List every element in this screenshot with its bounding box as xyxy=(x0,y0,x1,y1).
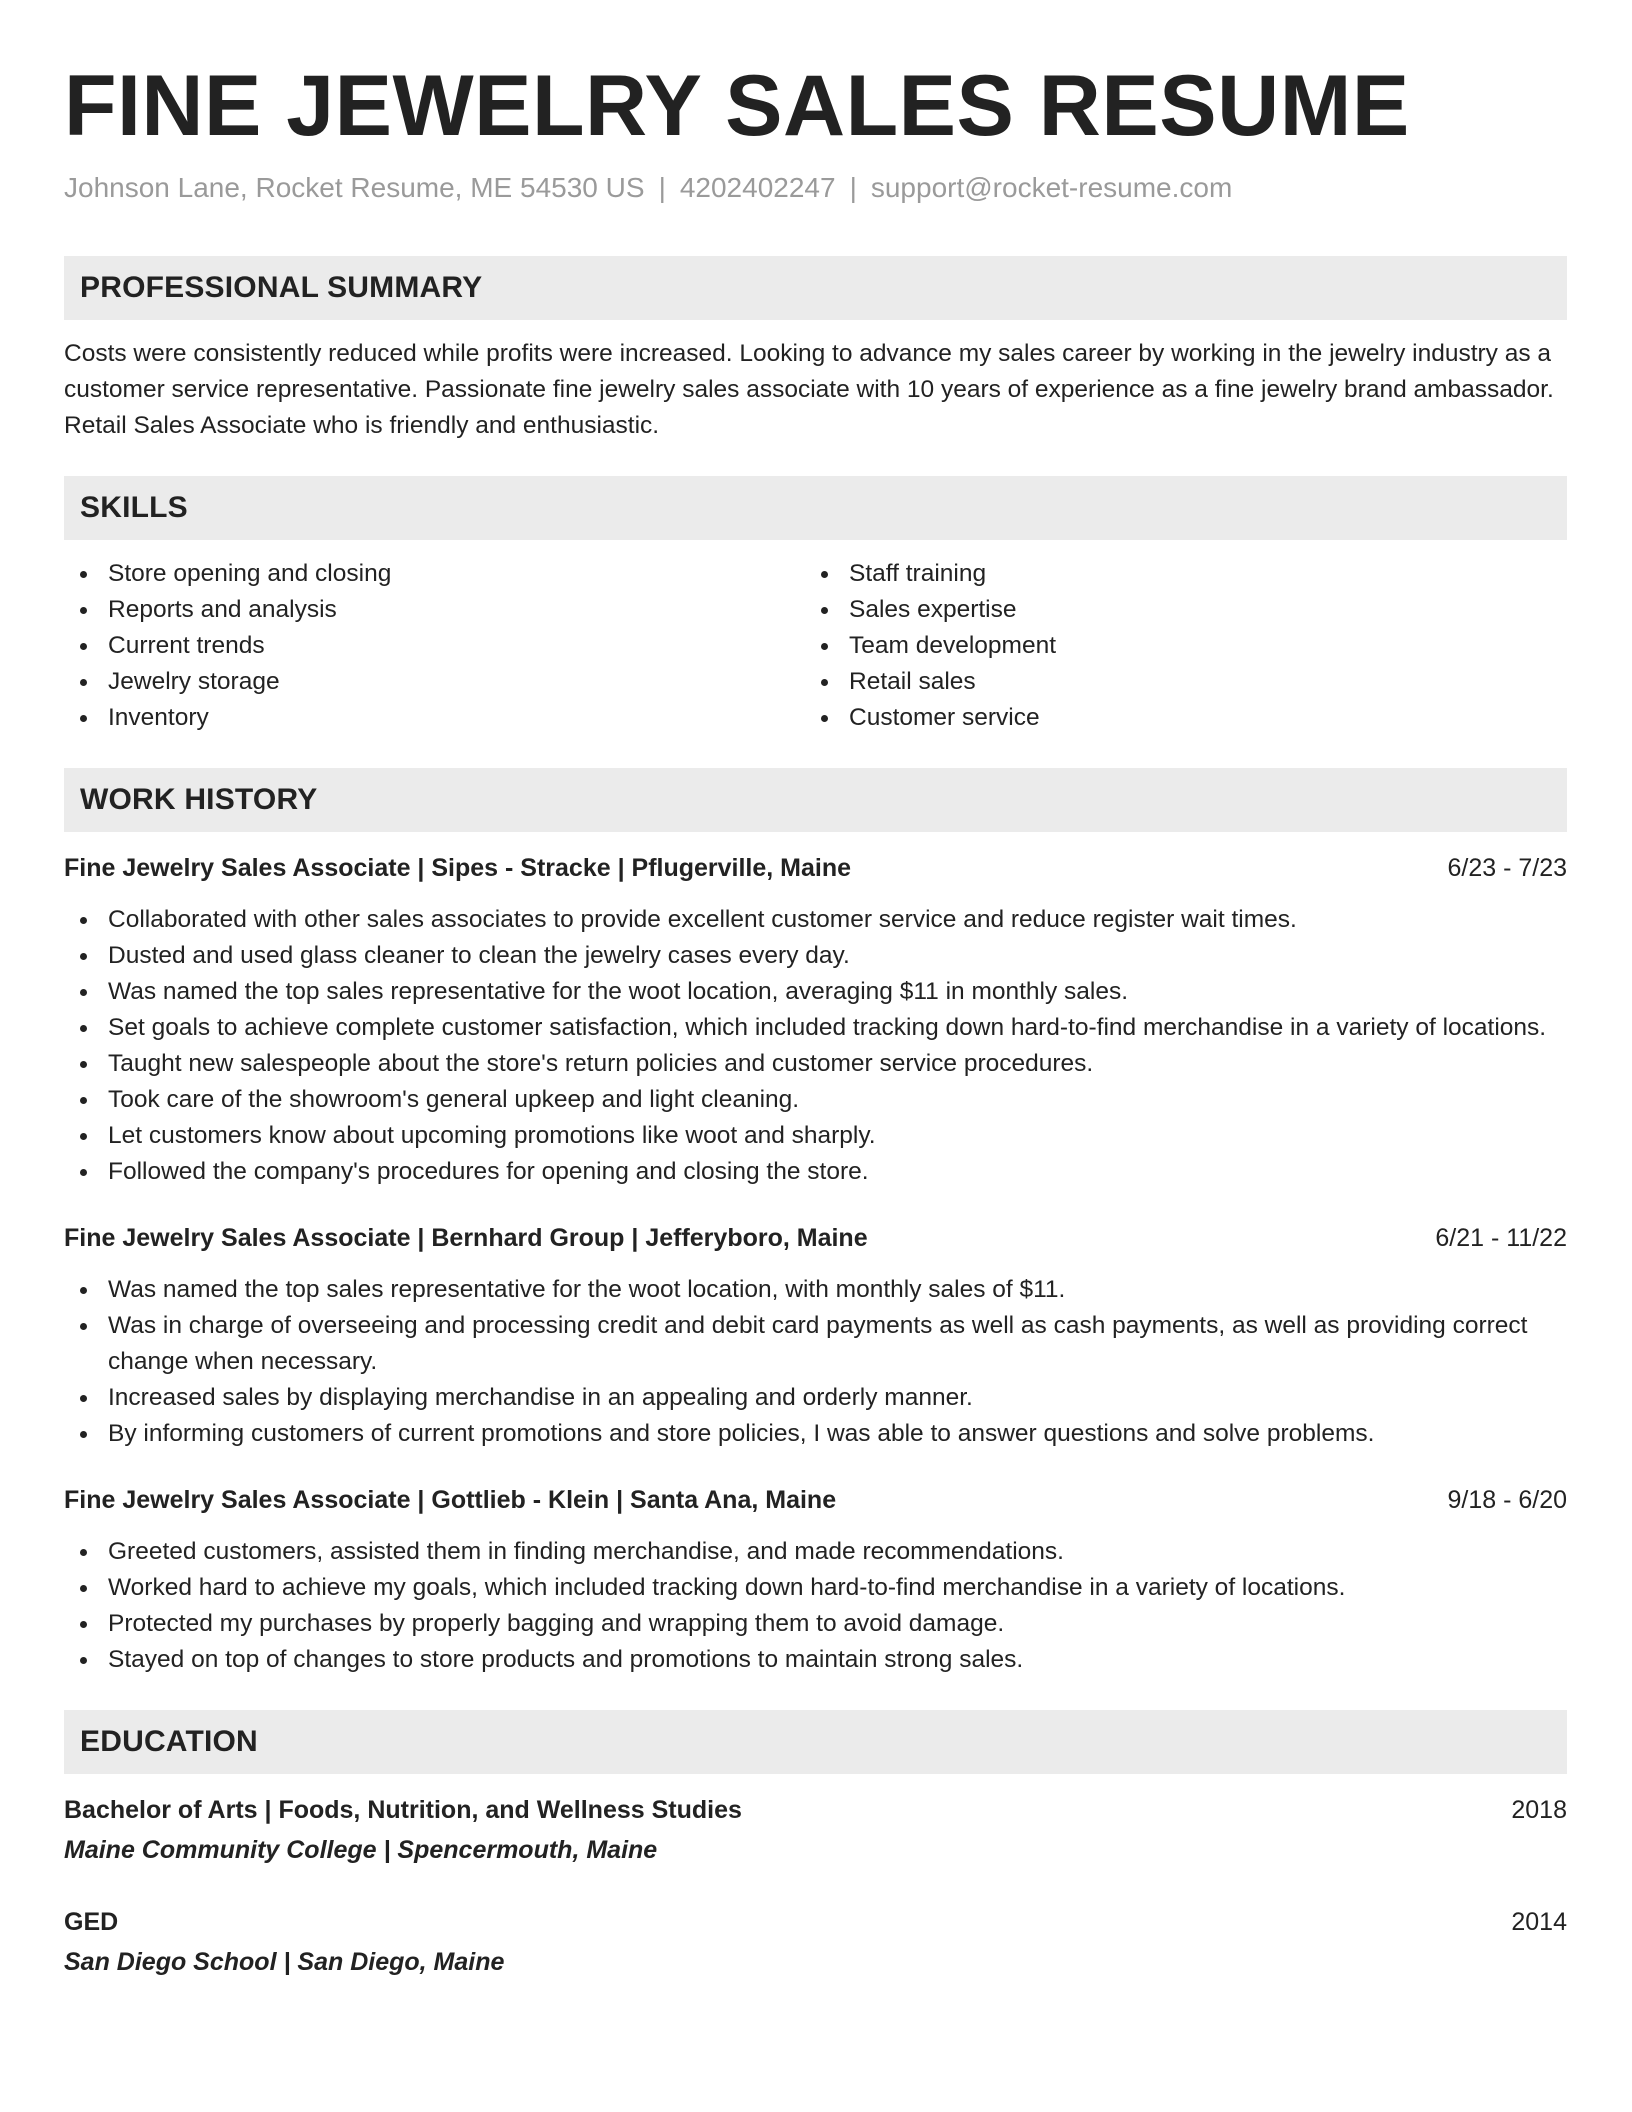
job-bullet: By informing customers of current promotions and store policies, I was able to answer questions and solve problems. xyxy=(64,1416,1567,1452)
job-bullet: Increased sales by displaying merchandise in an appealing and orderly manner. xyxy=(64,1380,1567,1416)
education-school: Maine Community College | Spencermouth, Maine xyxy=(64,1836,658,1864)
skill-item: Reports and analysis xyxy=(64,592,805,628)
contact-address: Johnson Lane, Rocket Resume, ME 54530 US xyxy=(64,172,645,203)
job-title: Fine Jewelry Sales Associate | Sipes - Stracke | Pflugerville, Maine xyxy=(64,854,852,882)
skill-item: Jewelry storage xyxy=(64,664,805,700)
job-bullet: Worked hard to achieve my goals, which included tracking down hard-to-find merchandise in a variety of locations. xyxy=(64,1570,1567,1606)
skill-item: Staff training xyxy=(805,556,1546,592)
education-entry xyxy=(64,1792,1567,1868)
section-header-education: EDUCATION xyxy=(64,1710,1567,1774)
section-header-summary: PROFESSIONAL SUMMARY xyxy=(64,256,1567,320)
skill-item: Sales expertise xyxy=(805,592,1546,628)
education-list xyxy=(64,1792,1567,1980)
job-bullet: Was named the top sales representative for the woot location, averaging $11 in monthly sales. xyxy=(64,974,1567,1010)
skills-list-right xyxy=(805,556,1546,736)
job-header xyxy=(64,1220,1567,1256)
resume-title: FINE JEWELRY SALES RESUME xyxy=(64,58,1410,154)
job-bullet: Followed the company's procedures for opening and closing the store. xyxy=(64,1154,1567,1190)
section-header-work: WORK HISTORY xyxy=(64,768,1567,832)
job-bullet: Was in charge of overseeing and processing credit and debit card payments as well as cash payments, as well as providing correct change when necessary. xyxy=(64,1308,1567,1380)
job-bullet: Taught new salespeople about the store's return policies and customer service procedures. xyxy=(64,1046,1567,1082)
job-bullets xyxy=(64,1534,1567,1678)
contact-line xyxy=(64,170,1567,206)
skill-item: Store opening and closing xyxy=(64,556,805,592)
job-bullet: Protected my purchases by properly bagging and wrapping them to avoid damage. xyxy=(64,1606,1567,1642)
job-bullets xyxy=(64,902,1567,1190)
job-entry xyxy=(64,1220,1567,1452)
skills-list-left xyxy=(64,556,805,736)
contact-separator: | xyxy=(849,172,857,203)
job-dates: 6/23 - 7/23 xyxy=(1447,854,1567,882)
education-degree: Bachelor of Arts | Foods, Nutrition, and Wellness Studies xyxy=(64,1796,742,1824)
job-bullet: Let customers know about upcoming promotions like woot and sharply. xyxy=(64,1118,1567,1154)
contact-separator: | xyxy=(658,172,666,203)
job-bullet: Was named the top sales representative for the woot location, with monthly sales of $11. xyxy=(64,1272,1567,1308)
skill-item: Customer service xyxy=(805,700,1546,736)
education-entry xyxy=(64,1904,1567,1980)
skill-item: Current trends xyxy=(64,628,805,664)
job-entry xyxy=(64,1482,1567,1678)
section-header-skills: SKILLS xyxy=(64,476,1567,540)
skill-item: Inventory xyxy=(64,700,805,736)
contact-email: support@rocket-resume.com xyxy=(870,172,1233,203)
education-degree: GED xyxy=(64,1908,119,1936)
job-bullets xyxy=(64,1272,1567,1452)
skills-column-left xyxy=(64,556,805,736)
job-entry xyxy=(64,850,1567,1190)
work-history-list xyxy=(64,850,1567,1678)
job-bullet: Took care of the showroom's general upkeep and light cleaning. xyxy=(64,1082,1567,1118)
education-header xyxy=(64,1904,1567,1940)
job-dates: 6/21 - 11/22 xyxy=(1435,1224,1567,1252)
contact-phone: 4202402247 xyxy=(679,172,836,203)
job-title: Fine Jewelry Sales Associate | Gottlieb - Klein | Santa Ana, Maine xyxy=(64,1486,837,1514)
job-dates: 9/18 - 6/20 xyxy=(1447,1486,1567,1514)
job-header xyxy=(64,850,1567,886)
job-header xyxy=(64,1482,1567,1518)
job-bullet: Set goals to achieve complete customer satisfaction, which included tracking down hard-to-find merchandise in a variety of locations. xyxy=(64,1010,1567,1046)
skill-item: Retail sales xyxy=(805,664,1546,700)
summary-text: Costs were consistently reduced while profits were increased. Looking to advance my sales career by working in the jewelry industry as a customer service representative. Passionate fine jewelry sales associate with 10 years of experience as a fine jewelry brand ambassador. Retail Sales Associate who is friendly and enthusiastic. xyxy=(64,340,1554,439)
resume-page xyxy=(64,56,1567,1980)
education-header xyxy=(64,1792,1567,1828)
skill-item: Team development xyxy=(805,628,1546,664)
skills-grid xyxy=(64,556,1567,736)
job-bullet: Greeted customers, assisted them in finding merchandise, and made recommendations. xyxy=(64,1534,1567,1570)
job-title: Fine Jewelry Sales Associate | Bernhard Group | Jefferyboro, Maine xyxy=(64,1224,868,1252)
skills-column-right xyxy=(805,556,1546,736)
education-year: 2018 xyxy=(1511,1796,1567,1824)
job-bullet: Stayed on top of changes to store products and promotions to maintain strong sales. xyxy=(64,1642,1567,1678)
job-bullet: Dusted and used glass cleaner to clean the jewelry cases every day. xyxy=(64,938,1567,974)
job-bullet: Collaborated with other sales associates to provide excellent customer service and reduce register wait times. xyxy=(64,902,1567,938)
education-year: 2014 xyxy=(1511,1908,1567,1936)
education-school: San Diego School | San Diego, Maine xyxy=(64,1948,505,1976)
